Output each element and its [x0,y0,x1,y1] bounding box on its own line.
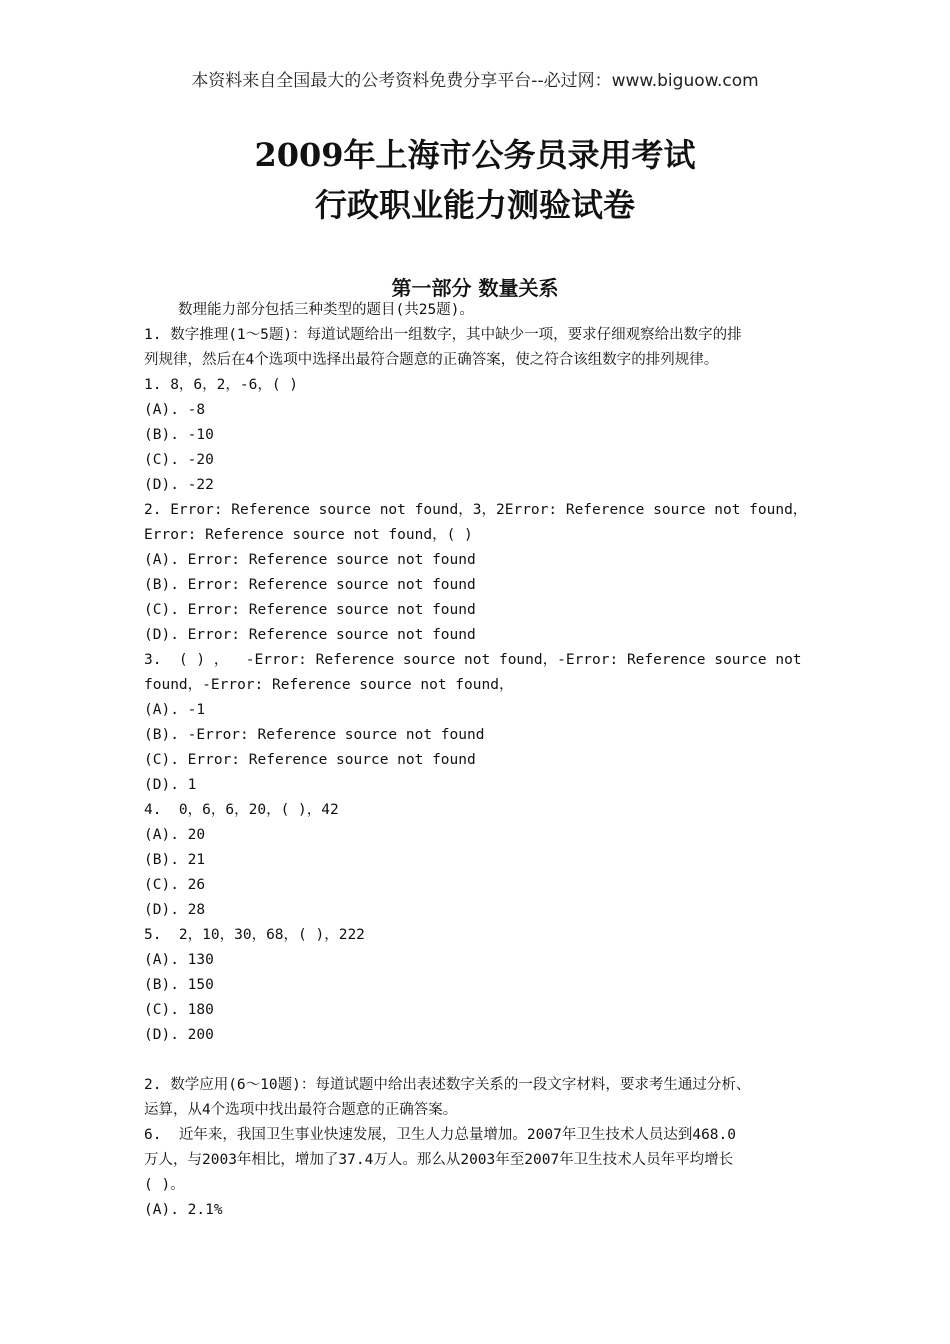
question-5-option-b: (B). 150 [144,977,214,993]
part2-desc-line1: 2. 数学应用(6～10题)：每道试题中给出表述数字关系的一段文字材料，要求考生通过分析、 [144,1077,751,1093]
question-2-option-d: (D). Error: Reference source not found [144,627,476,643]
part1-desc-line2: 列规律，然后在4个选项中选择出最符合题意的正确答案，使之符合该组数字的排列规律。 [144,352,719,368]
question-2-option-b: (B). Error: Reference source not found [144,577,476,593]
exam-title-line1: 2009年上海市公务员录用考试 [254,136,696,174]
question-5-option-a: (A). 130 [144,952,214,968]
section-title: 第一部分 数量关系 [391,276,559,300]
question-1-option-d: (D). -22 [144,477,214,493]
part1-desc-line1: 1. 数字推理(1～5题)：每道试题给出一组数字，其中缺少一项，要求仔细观察给出数字的排 [144,327,742,343]
blank-line [144,1048,812,1073]
question-3-option-d: (D). 1 [144,777,197,793]
question-4-stem: 4. 0，6，6，20，( )，42 [144,802,339,818]
question-3-option-b: (B). -Error: Reference source not found [144,727,485,743]
question-1-option-b: (B). -10 [144,427,214,443]
question-6-option-a: (A). 2.1% [144,1202,223,1218]
question-1-stem: 1. 8，6，2，-6，( ) [144,377,299,393]
question-4-option-d: (D). 28 [144,902,206,918]
question-3-stem-line2: found，-Error: Reference source not found， [144,677,514,693]
question-6-stem-line2: 万人，与2003年相比，增加了37.4万人。那么从2003年至2007年卫生技术人员年平均增长 [144,1152,734,1168]
question-5-option-d: (D). 200 [144,1027,214,1043]
exam-title-line2: 行政职业能力测验试卷 [314,186,635,224]
question-1-option-a: (A). -8 [144,402,206,418]
question-2-stem-line2: Error: Reference source not found，( ) [144,527,473,543]
source-header: 本资料来自全国最大的公考资料免费分享平台--必过网：www.biguow.com [191,71,759,91]
question-3-stem-line1: 3. ( ) ， -Error: Reference source not found，-Error: Reference source not [144,652,802,668]
question-2-option-a: (A). Error: Reference source not found [144,552,476,568]
question-2-stem-line1: 2. Error: Reference source not found，3，2Error: Reference source not found， [144,502,808,518]
question-2-option-c: (C). Error: Reference source not found [144,602,476,618]
part2-desc-line2: 运算，从4个选项中找出最符合题意的正确答案。 [144,1102,458,1118]
intro-text: 数理能力部分包括三种类型的题目(共25题)。 [178,302,474,318]
document-body [144,298,812,1223]
question-4-option-c: (C). 26 [144,877,206,893]
question-5-option-c: (C). 180 [144,1002,214,1018]
question-3-option-c: (C). Error: Reference source not found [144,752,476,768]
question-5-stem: 5. 2，10，30，68，( )，222 [144,927,365,943]
question-4-option-a: (A). 20 [144,827,206,843]
question-3-option-a: (A). -1 [144,702,206,718]
question-4-option-b: (B). 21 [144,852,206,868]
question-6-stem-line1: 6. 近年来，我国卫生事业快速发展，卫生人力总量增加。2007年卫生技术人员达到468.0 [144,1127,736,1143]
question-6-stem-line3: ( )。 [144,1177,185,1193]
question-1-option-c: (C). -20 [144,452,214,468]
